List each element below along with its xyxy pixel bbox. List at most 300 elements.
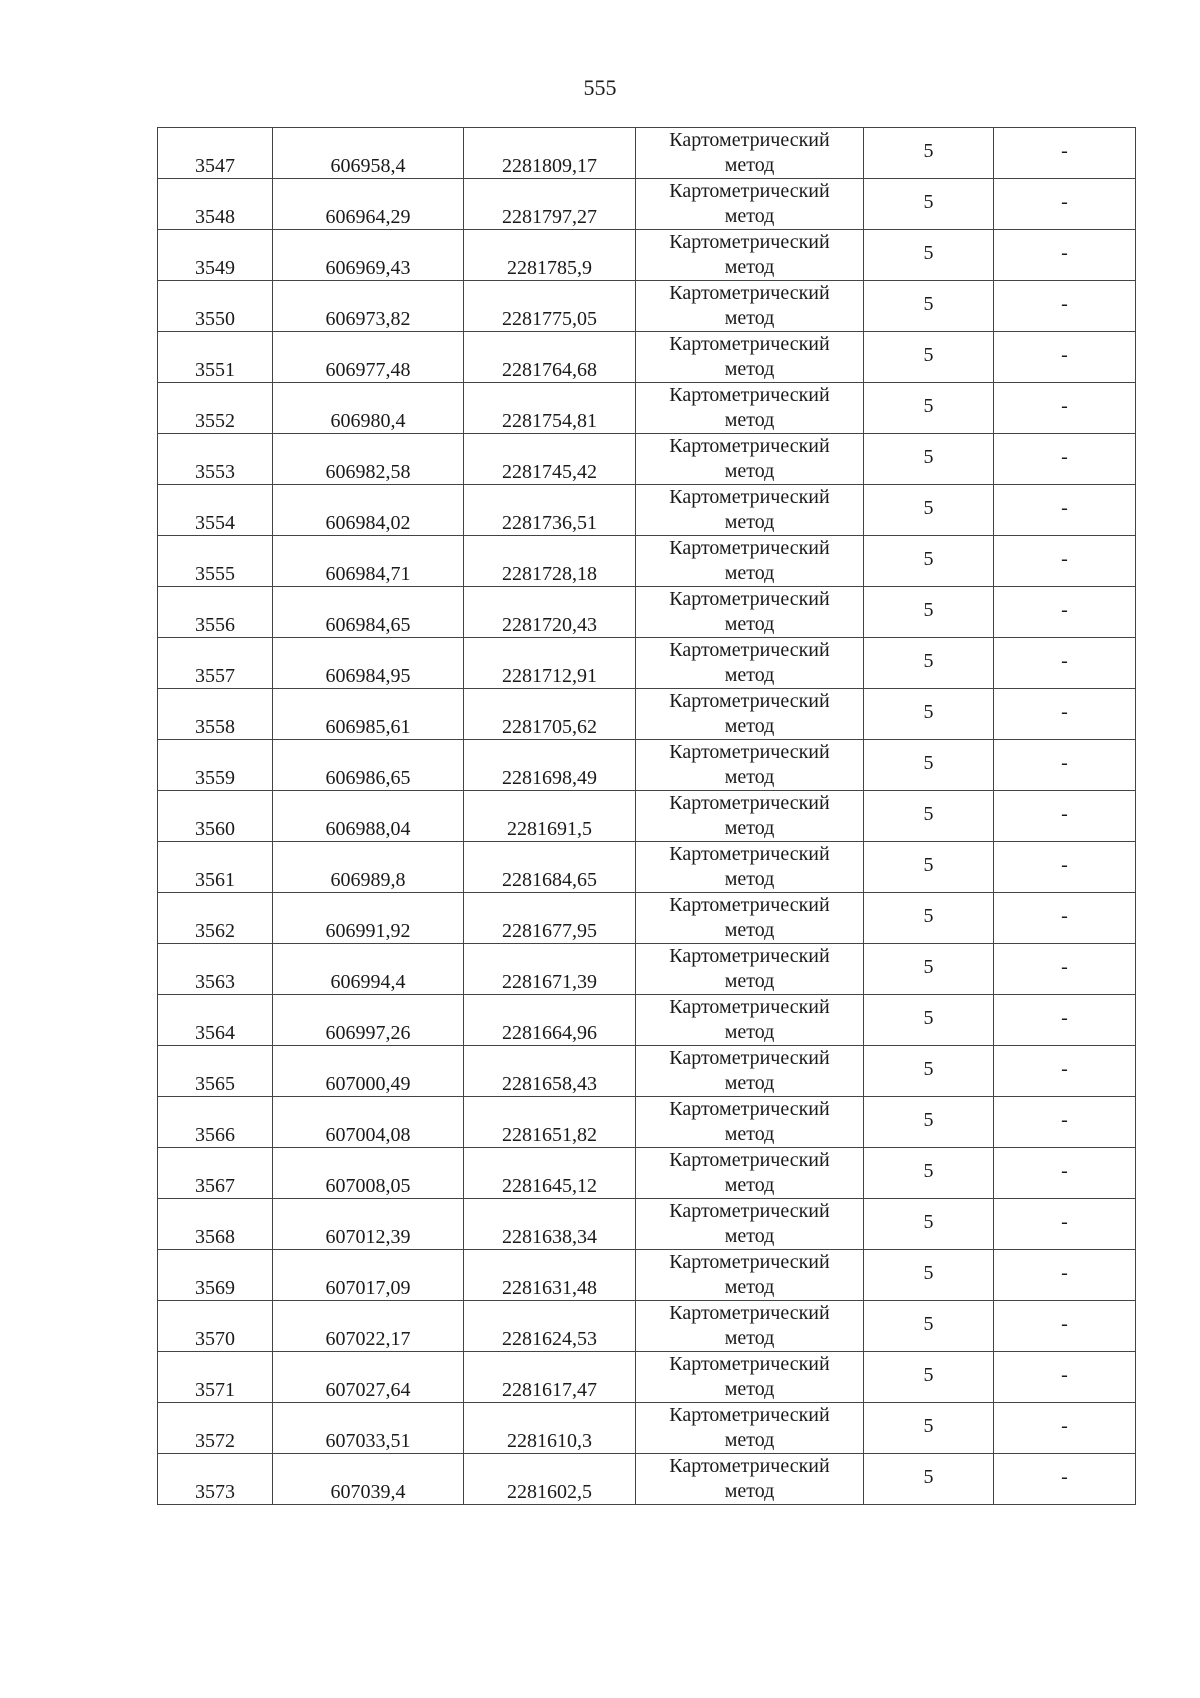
method-line-2: метод [724,664,775,686]
accuracy-cell [864,332,994,383]
accuracy-cell [864,1454,994,1505]
y-coordinate-cell [464,1454,636,1505]
table-row [158,995,1136,1046]
accuracy-value: 5 [923,1160,934,1182]
note-value: - [1061,1109,1068,1131]
table-row [158,1046,1136,1097]
accuracy-cell [864,128,994,179]
table-row [158,434,1136,485]
x-coordinate: 607008,05 [325,1175,411,1197]
point-number: 3547 [195,155,235,177]
point-number: 3550 [195,308,235,330]
table-row [158,332,1136,383]
method-line-1: Картометрический [669,537,830,559]
point-number-cell [158,383,273,434]
method-cell [636,281,864,332]
y-coordinate: 2281638,34 [502,1226,597,1248]
x-coordinate: 606977,48 [325,359,411,381]
x-coordinate-cell [273,434,464,485]
table-row [158,230,1136,281]
method-cell [636,689,864,740]
note-cell [994,638,1136,689]
accuracy-cell [864,1199,994,1250]
note-value: - [1061,599,1068,621]
accuracy-cell [864,995,994,1046]
method-cell [636,1403,864,1454]
y-coordinate-cell [464,791,636,842]
accuracy-cell [864,1352,994,1403]
accuracy-value: 5 [923,905,934,927]
x-coordinate-cell [273,893,464,944]
method-cell [636,128,864,179]
note-cell [994,1148,1136,1199]
method-line-2: метод [724,766,775,788]
note-cell [994,1046,1136,1097]
y-coordinate: 2281764,68 [502,359,597,381]
note-cell [994,893,1136,944]
point-number-cell [158,689,273,740]
method-line-2: метод [724,1276,775,1298]
y-coordinate-cell [464,1403,636,1454]
note-value: - [1061,395,1068,417]
x-coordinate: 607000,49 [325,1073,411,1095]
accuracy-cell [864,536,994,587]
accuracy-value: 5 [923,1109,934,1131]
method-line-2: метод [724,256,775,278]
coordinates-table-body [158,128,1136,1505]
accuracy-cell [864,638,994,689]
y-coordinate-cell [464,281,636,332]
y-coordinate-cell [464,587,636,638]
method-line-1: Картометрический [669,1200,830,1222]
y-coordinate-cell [464,434,636,485]
point-number-cell [158,842,273,893]
method-cell [636,587,864,638]
x-coordinate-cell [273,689,464,740]
x-coordinate-cell [273,791,464,842]
x-coordinate-cell [273,944,464,995]
method-line-1: Картометрический [669,435,830,457]
accuracy-cell [864,485,994,536]
y-coordinate-cell [464,383,636,434]
note-cell [994,485,1136,536]
y-coordinate: 2281658,43 [502,1073,597,1095]
note-cell [994,1352,1136,1403]
table-row [158,791,1136,842]
y-coordinate-cell [464,740,636,791]
point-number-cell [158,995,273,1046]
note-cell [994,791,1136,842]
accuracy-value: 5 [923,242,934,264]
accuracy-value: 5 [923,701,934,723]
accuracy-value: 5 [923,854,934,876]
note-cell [994,536,1136,587]
y-coordinate: 2281617,47 [502,1379,597,1401]
method-cell [636,1199,864,1250]
method-cell [636,944,864,995]
note-cell [994,1097,1136,1148]
note-cell [994,995,1136,1046]
accuracy-cell [864,1046,994,1097]
point-number: 3559 [195,767,235,789]
table-row [158,1097,1136,1148]
y-coordinate: 2281809,17 [502,155,597,177]
method-line-1: Картометрический [669,690,830,712]
method-line-1: Картометрический [669,1149,830,1171]
y-coordinate: 2281651,82 [502,1124,597,1146]
y-coordinate: 2281671,39 [502,971,597,993]
table-row [158,1403,1136,1454]
method-line-1: Картометрический [669,1047,830,1069]
x-coordinate: 606997,26 [325,1022,411,1044]
method-line-2: метод [724,1480,775,1502]
x-coordinate-cell [273,587,464,638]
method-line-1: Картометрический [669,639,830,661]
x-coordinate: 606964,29 [325,206,411,228]
x-coordinate-cell [273,1097,464,1148]
y-coordinate: 2281720,43 [502,614,597,636]
coordinates-table [157,127,1136,1505]
accuracy-value: 5 [923,1058,934,1080]
point-number-cell [158,587,273,638]
note-cell [994,179,1136,230]
note-value: - [1061,242,1068,264]
point-number-cell [158,1097,273,1148]
table-row [158,1199,1136,1250]
point-number-cell [158,1403,273,1454]
point-number: 3566 [195,1124,235,1146]
note-value: - [1061,905,1068,927]
y-coordinate-cell [464,995,636,1046]
accuracy-cell [864,179,994,230]
method-line-1: Картометрический [669,384,830,406]
note-value: - [1061,1058,1068,1080]
point-number: 3548 [195,206,235,228]
x-coordinate-cell [273,1250,464,1301]
method-line-1: Картометрический [669,1404,830,1426]
point-number-cell [158,638,273,689]
table-row [158,638,1136,689]
y-coordinate-cell [464,230,636,281]
y-coordinate: 2281684,65 [502,869,597,891]
point-number-cell [158,740,273,791]
method-cell [636,434,864,485]
method-line-1: Картометрический [669,792,830,814]
accuracy-value: 5 [923,497,934,519]
method-line-2: метод [724,1021,775,1043]
note-cell [994,689,1136,740]
point-number: 3571 [195,1379,235,1401]
note-cell [994,383,1136,434]
method-line-2: метод [724,409,775,431]
accuracy-value: 5 [923,140,934,162]
accuracy-value: 5 [923,956,934,978]
point-number: 3572 [195,1430,235,1452]
accuracy-cell [864,842,994,893]
x-coordinate: 606982,58 [325,461,411,483]
accuracy-value: 5 [923,1262,934,1284]
method-line-1: Картометрический [669,894,830,916]
accuracy-value: 5 [923,1466,934,1488]
x-coordinate: 606989,8 [330,869,406,891]
note-value: - [1061,854,1068,876]
method-cell [636,1352,864,1403]
method-line-1: Картометрический [669,1251,830,1273]
point-number-cell [158,281,273,332]
method-line-1: Картометрический [669,741,830,763]
method-line-2: метод [724,1378,775,1400]
method-line-1: Картометрический [669,945,830,967]
method-line-2: метод [724,970,775,992]
table-row [158,740,1136,791]
note-cell [994,842,1136,893]
method-cell [636,1250,864,1301]
point-number-cell [158,1301,273,1352]
x-coordinate: 606969,43 [325,257,411,279]
y-coordinate: 2281602,5 [507,1481,592,1503]
point-number: 3564 [195,1022,235,1044]
accuracy-cell [864,281,994,332]
y-coordinate: 2281631,48 [502,1277,597,1299]
method-cell [636,536,864,587]
x-coordinate: 606986,65 [325,767,411,789]
table-row [158,842,1136,893]
y-coordinate-cell [464,893,636,944]
x-coordinate-cell [273,1301,464,1352]
table-row [158,1250,1136,1301]
method-line-1: Картометрический [669,1455,830,1477]
method-cell [636,179,864,230]
method-cell [636,485,864,536]
accuracy-value: 5 [923,1211,934,1233]
point-number: 3565 [195,1073,235,1095]
y-coordinate: 2281712,91 [502,665,597,687]
note-cell [994,332,1136,383]
y-coordinate: 2281754,81 [502,410,597,432]
method-line-2: метод [724,307,775,329]
note-value: - [1061,701,1068,723]
note-value: - [1061,1211,1068,1233]
y-coordinate-cell [464,536,636,587]
method-line-1: Картометрический [669,588,830,610]
point-number: 3570 [195,1328,235,1350]
point-number: 3561 [195,869,235,891]
note-value: - [1061,446,1068,468]
x-coordinate-cell [273,332,464,383]
y-coordinate-cell [464,1097,636,1148]
accuracy-value: 5 [923,344,934,366]
accuracy-value: 5 [923,599,934,621]
method-cell [636,1097,864,1148]
point-number: 3573 [195,1481,235,1503]
x-coordinate: 607022,17 [325,1328,411,1350]
point-number-cell [158,1046,273,1097]
y-coordinate: 2281610,3 [507,1430,592,1452]
x-coordinate-cell [273,740,464,791]
point-number-cell [158,1352,273,1403]
x-coordinate: 606985,61 [325,716,411,738]
method-line-2: метод [724,1429,775,1451]
y-coordinate-cell [464,332,636,383]
method-line-2: метод [724,1072,775,1094]
accuracy-value: 5 [923,1415,934,1437]
y-coordinate: 2281775,05 [502,308,597,330]
note-cell [994,1250,1136,1301]
x-coordinate: 606984,71 [325,563,411,585]
method-line-2: метод [724,1123,775,1145]
accuracy-value: 5 [923,803,934,825]
method-line-2: метод [724,460,775,482]
method-line-2: метод [724,919,775,941]
point-number-cell [158,128,273,179]
table-row [158,893,1136,944]
x-coordinate: 606991,92 [325,920,411,942]
method-line-1: Картометрический [669,996,830,1018]
accuracy-cell [864,1148,994,1199]
y-coordinate-cell [464,1148,636,1199]
note-cell [994,740,1136,791]
point-number: 3558 [195,716,235,738]
x-coordinate-cell [273,1454,464,1505]
note-value: - [1061,548,1068,570]
table-row [158,689,1136,740]
y-coordinate-cell [464,842,636,893]
accuracy-value: 5 [923,1313,934,1335]
accuracy-cell [864,587,994,638]
method-cell [636,1454,864,1505]
x-coordinate: 607039,4 [330,1481,406,1503]
y-coordinate: 2281728,18 [502,563,597,585]
note-cell [994,1199,1136,1250]
y-coordinate-cell [464,1250,636,1301]
x-coordinate: 606994,4 [330,971,406,993]
accuracy-value: 5 [923,1364,934,1386]
x-coordinate: 606984,95 [325,665,411,687]
x-coordinate: 607027,64 [325,1379,411,1401]
accuracy-value: 5 [923,395,934,417]
note-cell [994,944,1136,995]
accuracy-cell [864,1097,994,1148]
accuracy-cell [864,893,994,944]
note-value: - [1061,1466,1068,1488]
method-line-2: метод [724,154,775,176]
method-cell [636,893,864,944]
note-value: - [1061,1313,1068,1335]
x-coordinate-cell [273,1352,464,1403]
table-row [158,944,1136,995]
method-cell [636,740,864,791]
method-cell [636,1046,864,1097]
accuracy-cell [864,230,994,281]
x-coordinate-cell [273,1199,464,1250]
y-coordinate: 2281736,51 [502,512,597,534]
accuracy-value: 5 [923,548,934,570]
method-line-2: метод [724,1327,775,1349]
point-number: 3555 [195,563,235,585]
table-row [158,1352,1136,1403]
x-coordinate-cell [273,281,464,332]
method-line-1: Картометрический [669,1098,830,1120]
note-cell [994,434,1136,485]
table-row [158,485,1136,536]
y-coordinate-cell [464,179,636,230]
point-number-cell [158,332,273,383]
x-coordinate: 606980,4 [330,410,406,432]
method-line-1: Картометрический [669,180,830,202]
y-coordinate: 2281645,12 [502,1175,597,1197]
point-number-cell [158,434,273,485]
point-number: 3551 [195,359,235,381]
point-number: 3567 [195,1175,235,1197]
x-coordinate-cell [273,179,464,230]
note-value: - [1061,803,1068,825]
table-row [158,128,1136,179]
y-coordinate: 2281664,96 [502,1022,597,1044]
x-coordinate-cell [273,995,464,1046]
note-cell [994,230,1136,281]
note-value: - [1061,956,1068,978]
y-coordinate: 2281691,5 [507,818,592,840]
y-coordinate-cell [464,944,636,995]
y-coordinate: 2281705,62 [502,716,597,738]
method-line-2: метод [724,613,775,635]
x-coordinate-cell [273,1403,464,1454]
accuracy-cell [864,1403,994,1454]
accuracy-value: 5 [923,650,934,672]
point-number-cell [158,893,273,944]
accuracy-cell [864,434,994,485]
method-line-2: метод [724,205,775,227]
point-number-cell [158,944,273,995]
y-coordinate: 2281745,42 [502,461,597,483]
note-value: - [1061,650,1068,672]
note-cell [994,1403,1136,1454]
y-coordinate-cell [464,485,636,536]
y-coordinate-cell [464,689,636,740]
method-line-2: метод [724,868,775,890]
point-number: 3568 [195,1226,235,1248]
note-value: - [1061,497,1068,519]
note-cell [994,281,1136,332]
x-coordinate-cell [273,128,464,179]
x-coordinate: 606958,4 [330,155,406,177]
x-coordinate-cell [273,536,464,587]
method-cell [636,1301,864,1352]
accuracy-value: 5 [923,293,934,315]
table-row [158,281,1136,332]
method-line-1: Картометрический [669,333,830,355]
method-line-1: Картометрический [669,843,830,865]
method-line-2: метод [724,562,775,584]
x-coordinate: 607017,09 [325,1277,411,1299]
x-coordinate-cell [273,1148,464,1199]
accuracy-value: 5 [923,191,934,213]
note-value: - [1061,191,1068,213]
x-coordinate-cell [273,638,464,689]
note-cell [994,1454,1136,1505]
point-number: 3553 [195,461,235,483]
method-line-2: метод [724,715,775,737]
note-value: - [1061,293,1068,315]
table-row [158,587,1136,638]
method-cell [636,383,864,434]
table-row [158,536,1136,587]
point-number: 3560 [195,818,235,840]
x-coordinate-cell [273,230,464,281]
x-coordinate: 607012,39 [325,1226,411,1248]
table-row [158,179,1136,230]
note-cell [994,1301,1136,1352]
